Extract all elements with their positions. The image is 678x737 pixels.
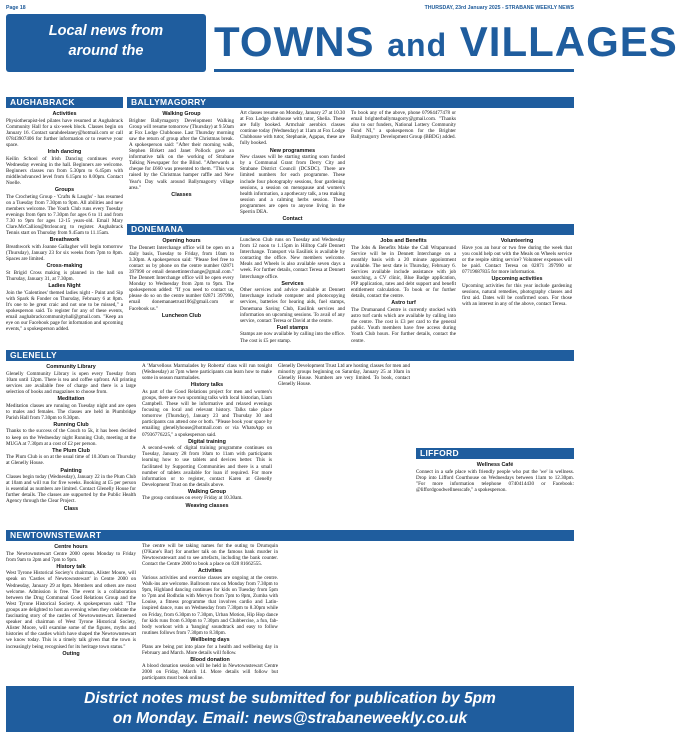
section-band-donemana: DONEMANA: [127, 224, 574, 235]
newtownstewart-column-3: [284, 543, 420, 683]
aughabrack-text: Keilin School of Irish Dancing continues every Wednesday evening in the hall. Beginners are welcome. Beginners classes run from 5.30pm to 6.45pm with middle/advanced level from 6.15pm to 8.00pm. Contact Noelle.: [6, 155, 123, 187]
glenelly-heading: Painting: [60, 467, 82, 474]
lifford-column: [416, 461, 574, 527]
glenelly-text: Glenelly Development Trust Ltd are hosting classes for men and minority groups beginning on Saturday, January 25 at 10am in Glenelly House. Numbers are very limited. To book, contact Glenelly House.: [278, 363, 410, 388]
ballymagorry-heading: Classes: [171, 191, 192, 198]
glenelly-text: Classes begin today (Wednesday), January 22 in the Plum Club at 10am and will run for five weeks. Booking at £5 per person is essential as numbers are limited. Contact Glenelly House for further details. The classes are supported by the Public Health Agency through the Clear Project.: [6, 474, 136, 505]
donemana-text: The Drumanand Centre is currently stocked with astro turf cards which are available by calling into the centre. The cost is £3 per card to the general public. Youth members have free access during Youth Club hours. For further details, contact the centre.: [351, 307, 456, 344]
lifford-text: Connect in a safe place with friendly people who put the 'we' in wellness. Drop into Lifford Courthouse on Wednesdays between 11am to 12.30pm. "For more information telephone 0740414430 or Facebook: @liffordgoodwellnesscafe," a spokesperson.: [416, 468, 574, 493]
ballymagorry-heading: Walking Group: [162, 111, 201, 117]
masthead-line1: Local news from: [48, 23, 164, 39]
masthead-towns: TOWNS: [214, 18, 375, 65]
glenelly-text: The group continues on every Friday at 10.30am.: [142, 495, 243, 502]
masthead-rule: [214, 69, 574, 72]
page-dateline: THURSDAY, 23rd January 2025 - STRABANE WEEKLY NEWS: [424, 5, 574, 11]
section-band-newtownstewart: NEWTOWNSTEWART: [6, 530, 574, 541]
submission-line2: on Monday. Email: news@strabaneweekly.co.uk: [112, 710, 468, 727]
ballymagorry-column-2: [240, 110, 345, 222]
aughabrack-heading: Irish dancing: [47, 149, 82, 156]
masthead-line2: around the: [68, 43, 144, 59]
masthead-title: [214, 18, 678, 69]
newtownstewart-text: Plans are being put into place for a health and wellbeing day in February and March. More details will follow.: [142, 643, 278, 656]
donemana-heading: Upcoming activities: [491, 276, 543, 283]
glenelly-text: Glenelly Community Library is open every Tuesday from 10am until 12pm. There is tea and coffee upfront. All printing services are available free of charge and there is a large selection of books and magazines to choose from.: [6, 370, 136, 395]
aughabrack-text: Join the 'Galentines' themed ladies night - Paint and Sip with Spark & Fonder on Thursday, February 6 at 8pm. It's one to be great craic and not one to be missed," a spokesperson said. To register for any of these events, email aughabrackcommunityhall@gmail.com. "Keep an eye on our Facebook page for information and upcoming events," a spokesperson added.: [6, 289, 123, 333]
glenelly-heading: The Plum Club: [52, 447, 90, 454]
page-folio: [6, 3, 574, 13]
masthead-and: and: [387, 27, 448, 63]
glenelly-heading: Running Club: [53, 421, 89, 428]
ballymagorry-heading: New programmes: [269, 147, 316, 154]
donemana-heading: Volunteering: [500, 238, 534, 244]
newtownstewart-heading: Activities: [198, 568, 222, 575]
newtownstewart-heading: Blood donation: [190, 656, 230, 663]
newtownstewart-column-1: [6, 543, 136, 683]
donemana-text: Stamps are now available by calling into the office. The cost is £5 per stamp.: [240, 331, 345, 344]
section-band-glenelly: GLENELLY: [6, 350, 574, 361]
aughabrack-heading: Cross-making: [46, 263, 83, 270]
donemana-heading: Services: [281, 280, 304, 287]
donemana-heading: Astro turf: [391, 300, 416, 307]
glenelly-column-4: [416, 363, 574, 446]
glenelly-column-2: [142, 363, 272, 527]
masthead-villages: VILLAGES: [459, 18, 678, 65]
donemana-column-1: [129, 237, 234, 348]
newtownstewart-text: West Tyrone Historical Society's chairman, Alister Moore, will speak on 'Castles of Newtownstewart' in Centre 2000 on Wednesday, January 29 at 8pm. Members and others are most welcome. Admission is free. The event is a collaboration between the Drug Communal Good Relations Group and the West Tyrone Historical Society. A spokesperson said: "The groups are delighted to host an evening when they celebrate the fascinating story of the castles of Newtownstewart. Esteemed speaker and chairman of West Tyrone Historical Society, Alister Moore, will examine some of the figures, myths and histories of the castles which have shaped the Newtownstewart we know today. This is a timely talk given that the town is increasingly being recognised for its heritage town status.": [6, 570, 136, 650]
newtownstewart-text: Various activities and exercise classes are ongoing at the centre. Walk-ins are welcome. Ballroom runs on Monday from 7.30pm to 9pm, Highland dancing continues for kids on Tuesday from 5pm to 7pm and Bodhrán with Mervyn from 7pm to 8pm, Zumba with Louise, a fitness programme that involves cardio and Latin-inspired dance, runs on Wednesday from 7.30pm to 8.30pm while on Friday, from 6.30pm to 7.30pm, Urban Motion, Hip Hop dance for kids runs from 6.30pm to 7.30pm and Clubbercise, a fun, fab-body workout with a 'banging' soundtrack and easy to follow routines follows from 7.30pm to 8.30pm.: [142, 574, 278, 636]
masthead-badge: [6, 14, 206, 72]
aughabrack-text: Physiotherapist-led pilates have resumed at Aughabrack Community Hall for a six-week block. Classes begin on January 16. Contact sarahdeelaney@hotmail.com or call 07843907406 for further information or to reserve your space.: [6, 117, 123, 148]
newtownstewart-column-4: [426, 543, 574, 683]
section-band-ballymagorry: BALLYMAGORRY: [127, 97, 574, 108]
glenelly-text: The Plum Club is on at the usual time of 10.30am on Thursday at Glenelly House.: [6, 454, 136, 467]
donemana-heading: Fuel stamps: [276, 324, 309, 331]
aughabrack-text: The Crocheting Group - 'Crafts & Laughs' - has resumed on a Tuesday from 7.30pm to 9pm. All abilities and new members welcome. The Youth Club runs every Tuesday evenings from 6pm to 7.30pm for ages 6 to 11 and from 7.30 to 9pm for ages 12-15 years-old. Email Mary Clare.McCallion@btclear.org to register. Aughabrack Tennis start on Thursday from 9.45am to 11.15am.: [6, 193, 123, 237]
glenelly-column-1: [6, 363, 136, 527]
aughabrack-heading: Breathwork: [49, 237, 80, 244]
submission-banner: [6, 686, 574, 732]
donemana-text: Have you an hour or two free during the week that you could help out with the Meals on Wheels service or the respite sitting service? Volunteer expenses will be paid. Contact Teresa on 02871 397990 or 07719687835 for more information.: [462, 244, 572, 275]
glenelly-heading: History talks: [190, 382, 224, 389]
newtownstewart-text: A blood donation session will be held in Newtownstewart Centre 2000 on Friday, March 14. More details will follow but participants must book online.: [142, 663, 278, 682]
newtownstewart-heading: Outing: [62, 650, 80, 657]
glenelly-text: A second-week of digital training programme continues on Tuesday, January 28 from 10am to 11am with participants learning how to use tablets and devices better. This is facilitated by Supporting Communities and there is a small number of tablets available for loan if required. For more information or to register, contact Karen at Glenelly Development Trust on the details above.: [142, 445, 272, 488]
donemana-text: Other services and advice available at Dennett Interchange include computer and photocopying services, batteries for hearing aids, fuel stamps, Donemana Saving Club, Easilink services and information on upcoming sessions. To avail of any service, contact Teresa or David at the centre.: [240, 287, 345, 324]
ballymagorry-column-3: [351, 110, 456, 222]
aughabrack-heading: Ladies Night: [48, 283, 81, 290]
glenelly-column-3: [278, 363, 410, 527]
donemana-column-2: [240, 237, 345, 348]
aughabrack-text: Breathwork with Joanne Gallagher will begin tomorrow (Thursday), January 23 for six weeks from 7pm to 8pm. Spaces are limited.: [6, 243, 123, 263]
glenelly-heading: Weaving classes: [185, 502, 229, 509]
donemana-heading: Jobs and Benefits: [380, 238, 427, 244]
donemana-text: Upcoming activities for this year include gardening sessions, natural remedies, photography classes and first aid. Dates will be confirmed soon. For those with an interest in any of the above, contact Teresa.: [462, 282, 572, 307]
section-band-lifford: LIFFORD: [416, 448, 574, 459]
glenelly-heading: Walking Group: [187, 488, 227, 495]
newtownstewart-heading: Centre hours: [54, 544, 88, 550]
glenelly-text: Thanks to the success of the Couch to 5k, it has been decided to keep on the Wednesday night Running Club, meeting at the MUGA at 7.30pm at a cost of £2 per person.: [6, 428, 136, 447]
newtownstewart-text: The Newtownstewart Centre 2000 opens Monday to Friday from 9am to 2pm and 7pm to 9pm.: [6, 550, 136, 563]
ballymagorry-text: New classes will be starting starting soon funded by a Communal Grant from Derry City and Strabane District Council (DCSDC). There are limited numbers for each programme. These include four photography sessions, four gardening sessions, a session on menopause and women's health information, a apothecary talk, a tea making session and a calming herbs session. These programmes are open to anyone living in the Sperrin DEA.: [240, 154, 345, 215]
lifford-heading: Wellness Café: [476, 462, 514, 468]
ballymagorry-text: To book any of the above, phone 07964477478 or email brighterballymagorry@gmail.com. "Thanks also to our funders, National Lottery Community Fund NI," a spokesperson for the Brighter Ballymagorry Development Group (BBDG) added.: [351, 110, 456, 141]
page-number: Page 18: [6, 5, 26, 11]
donemana-text: The Dennett Interchange office will be open on a daily basis, Tuesday to Friday, from 10am to 3.30pm. A spokesperson said: "Please feel free to contact us by phone on the centre number 02871 397990 or email dennettinterchange@gmail.com." The Dennett Interchange office will be open every Monday to Wednesday from 2pm to 9pm. The spokesperson added: "If you need to contact us, please do so on the centre number 02871 397990, email donemanaetrust106@gmail.com or Facebook us.": [129, 244, 234, 312]
newtownstewart-heading: Wellbeing days: [190, 636, 230, 643]
aughabrack-heading: Activities: [52, 111, 77, 117]
glenelly-heading: Meditation: [57, 395, 85, 402]
glenelly-text: A 'Marvellous Marmalades by Roberta' class will run tonight (Wednesday) at 7pm where participants can learn how to make some in season marmalades.: [142, 363, 272, 382]
newtownstewart-text: The centre will be taking names for the outing to Drumquin (O'Kane's Bar) for another talk on the famous bank murder in Newtownstewart and to see artefacts, including the bank counter. Contact the Centre 2000 to book a place on 028 81662555.: [142, 543, 278, 568]
glenelly-heading: Class: [63, 505, 79, 512]
glenelly-text: Meditation classes are running on Tuesday night and are open to males and females. The classes are held in Plumbridge Parish Hall from 7.30pm to 8.30pm.: [6, 402, 136, 421]
newtownstewart-heading: History talk: [56, 563, 86, 570]
aughabrack-column: [6, 110, 123, 348]
glenelly-heading: Community Library: [46, 364, 96, 370]
donemana-text: The Jobs & Benefits Make the Call Wraparound Service will be in Dennett Interchange on a monthly basis with a 20 minute appointment available. The next date is Thursday, February 6. Services available include assistance with job searching, a CV clinic, Blue Badge application, PIP application, rates and debt support and benefit entitlement calculation. To book or for further details, contact the centre.: [351, 244, 456, 300]
ballymagorry-text: Art classes resume on Monday, January 27 at 10.30 at Fox Lodge clubhouse with tutor, Shelia. These are fully booked. Armchair aerobics classes continue today (Wednesday) at 11am at Fox Lodge Clubhouse with tutor, Stephanie, Agapas, these are fully booked.: [240, 110, 345, 147]
donemana-column-3: [351, 237, 456, 348]
glenelly-heading: Digital training: [188, 438, 226, 445]
aughabrack-text: St Brigid Cross making is planned in the hall on Thursday, January 31, at 7.30pm.: [6, 269, 123, 282]
submission-line1: District notes must be submitted for publication by 5pm: [84, 690, 496, 707]
donemana-text: Luncheon Club runs on Tuesday and Wednesday from 12 noon to 1.15pm in Hilltop Café Dennett Interchange. Transport via Easilink is available by contacting the office. New members welcome. Meals and Wheels is also available seven days a week. For further details, contact Teresa at Dennett Interchange office.: [240, 237, 345, 280]
masthead: [6, 14, 678, 74]
ballymagorry-column-4: [462, 110, 572, 222]
aughabrack-heading: Groups: [54, 187, 75, 194]
ballymagorry-column-1: [129, 110, 234, 222]
glenelly-text: As part of the Good Relations project for men and women's groups, there are two upcoming talks with local historian, Liam Campbell. These will be informative and relaxed evenings focusing on local and relevant history. Talks take place tomorrow (Thursday), January 23 and Thursday 30 and participants can attend one or both. "Please book your space by emailing glenellyhouse@hotmail.com or via WhatsApp on 07936776225," a spokesperson said.: [142, 388, 272, 438]
newtownstewart-column-2: [142, 543, 278, 683]
donemana-heading: Opening hours: [162, 238, 201, 244]
ballymagorry-text: Brighter Ballymagorry Development Walking Group will resume tomorrow (Thursday) at 9.50am at Fox Lodge Clubhouse. Last Thursday morning saw the return of group after the Christmas break. A spokesperson said: "After their morning walk, Stephen Birkett and Janet Pollock gave an informative talk on the working of Strabane Talking Newspaper for the Blind. "Afterwards a cheque for £660 was presented to them. "This was raised by the Christmas hamper raffle and New Year's Day walk around Ballymagorry village area.": [129, 117, 234, 191]
donemana-column-4: [462, 237, 572, 348]
section-band-aughabrack: AUGHABRACK: [6, 97, 123, 108]
ballymagorry-heading: Contact: [282, 216, 303, 223]
donemana-heading: Luncheon Club: [161, 312, 202, 319]
